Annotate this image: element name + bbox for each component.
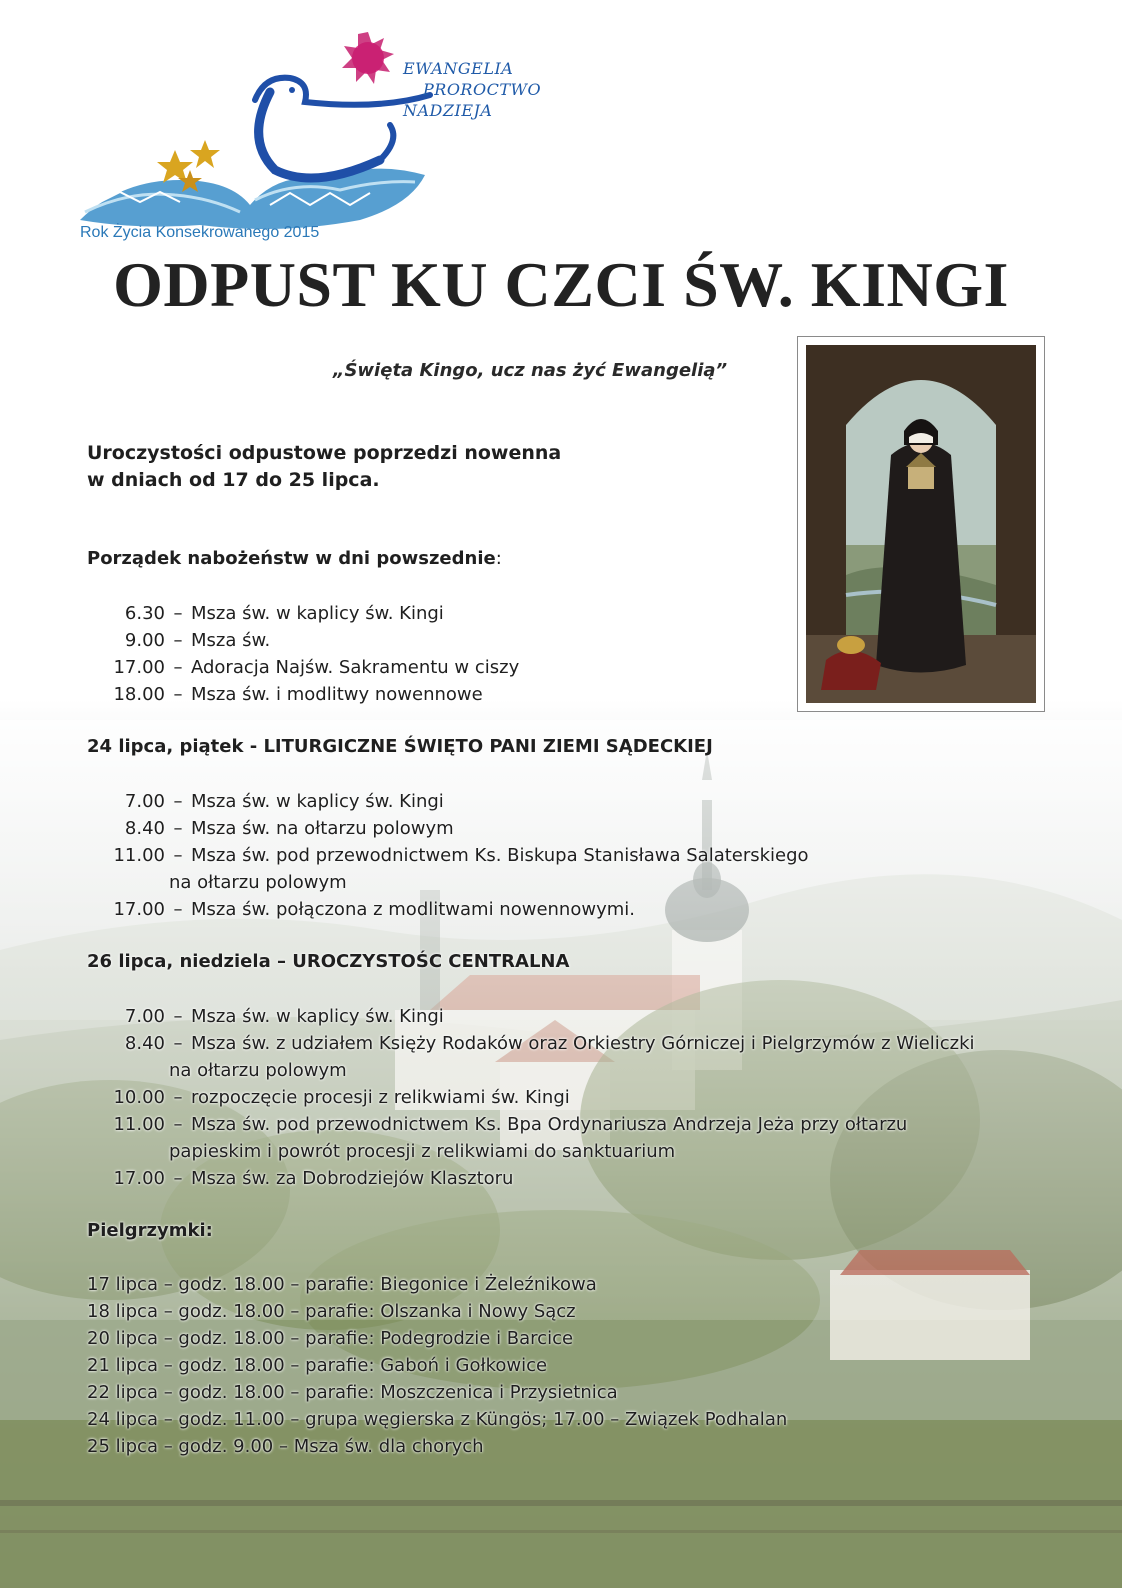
schedule-row: 10.00 – rozpoczęcie procesji z relikwiami św. Kingi	[113, 1087, 570, 1108]
logo-word: NADZIEJA	[403, 101, 493, 120]
schedule-row: 17.00 – Msza św. połączona z modlitwami nowennowymi.	[113, 899, 635, 920]
pilgrimage-item: 21 lipca – godz. 18.00 – parafie: Gaboń i Gołkowice	[87, 1355, 548, 1376]
schedule-row: 17.00 – Adoracja Najśw. Sakramentu w ciszy	[113, 657, 520, 678]
logo-words	[403, 58, 541, 121]
intro-text	[87, 440, 561, 494]
schedule-row: 9.00 – Msza św.	[124, 630, 271, 651]
saint-kinga-painting	[797, 336, 1045, 712]
weekday-heading-colon: :	[495, 548, 502, 569]
schedule-row: 8.40 – Msza św. na ołtarzu polowym	[124, 818, 454, 839]
saint-kinga-image	[806, 345, 1036, 703]
schedule-row: 11.00 – Msza św. pod przewodnictwem Ks. Bpa Ordynariusza Andrzeja Jeża przy ołtarzu	[113, 1114, 908, 1135]
pilgrimage-item: 20 lipca – godz. 18.00 – parafie: Podegrodzie i Barcice	[87, 1328, 574, 1349]
weekday-heading	[87, 548, 502, 569]
intro-line: Uroczystości odpustowe poprzedzi nowenna	[87, 442, 562, 464]
schedule-row: 8.40 – Msza św. z udziałem Księży Rodaków oraz Orkiestry Górniczej i Pielgrzymów z Wieliczki	[124, 1033, 975, 1054]
logo-caption: Rok Życia Konsekrowanego 2015	[80, 224, 320, 241]
schedule-row: na ołtarzu polowym	[169, 872, 347, 893]
schedule-row: papieskim i powrót procesji z relikwiami do sanktuarium	[169, 1141, 676, 1162]
weekday-heading-text: Porządek nabożeństw w dni powszednie	[87, 548, 496, 569]
logo-word: PROROCTWO	[423, 80, 542, 99]
pilgrimage-item: 24 lipca – godz. 11.00 – grupa węgierska z Küngös; 17.00 – Związek Podhalan	[87, 1409, 788, 1430]
intro-line: w dniach od 17 do 25 lipca.	[87, 469, 380, 491]
schedule-row: 7.00 – Msza św. w kaplicy św. Kingi	[124, 791, 444, 812]
pilgrimage-item: 17 lipca – godz. 18.00 – parafie: Biegonice i Żeleźnikowa	[87, 1274, 597, 1295]
schedule-row: 6.30 – Msza św. w kaplicy św. Kingi	[124, 603, 444, 624]
motto: „Święta Kingo, ucz nas żyć Ewangelią”	[332, 360, 728, 381]
pilgrimages-heading: Pielgrzymki:	[87, 1220, 213, 1241]
schedule-row: 7.00 – Msza św. w kaplicy św. Kingi	[124, 1006, 444, 1027]
schedule-row: na ołtarzu polowym	[169, 1060, 347, 1081]
logo-word: EWANGELIA	[403, 59, 514, 78]
july26-heading: 26 lipca, niedziela – UROCZYSTOŚC CENTRALNA	[87, 951, 570, 972]
schedule-row: 11.00 – Msza św. pod przewodnictwem Ks. Biskupa Stanisława Salaterskiego	[113, 845, 809, 866]
schedule-row: 18.00 – Msza św. i modlitwy nowennowe	[113, 684, 483, 705]
schedule-row: 17.00 – Msza św. za Dobrodziejów Klasztoru	[113, 1168, 514, 1189]
page-title: ODPUST KU CZCI ŚW. KINGI	[113, 249, 1009, 320]
july24-heading: 24 lipca, piątek - LITURGICZNE ŚWIĘTO PANI ZIEMI SĄDECKIEJ	[87, 736, 713, 757]
pilgrimage-item: 22 lipca – godz. 18.00 – parafie: Moszczenica i Przysietnica	[87, 1382, 618, 1403]
pilgrimage-item: 18 lipca – godz. 18.00 – parafie: Olszanka i Nowy Sącz	[87, 1301, 576, 1322]
pilgrimage-item: 25 lipca – godz. 9.00 – Msza św. dla chorych	[87, 1436, 484, 1457]
